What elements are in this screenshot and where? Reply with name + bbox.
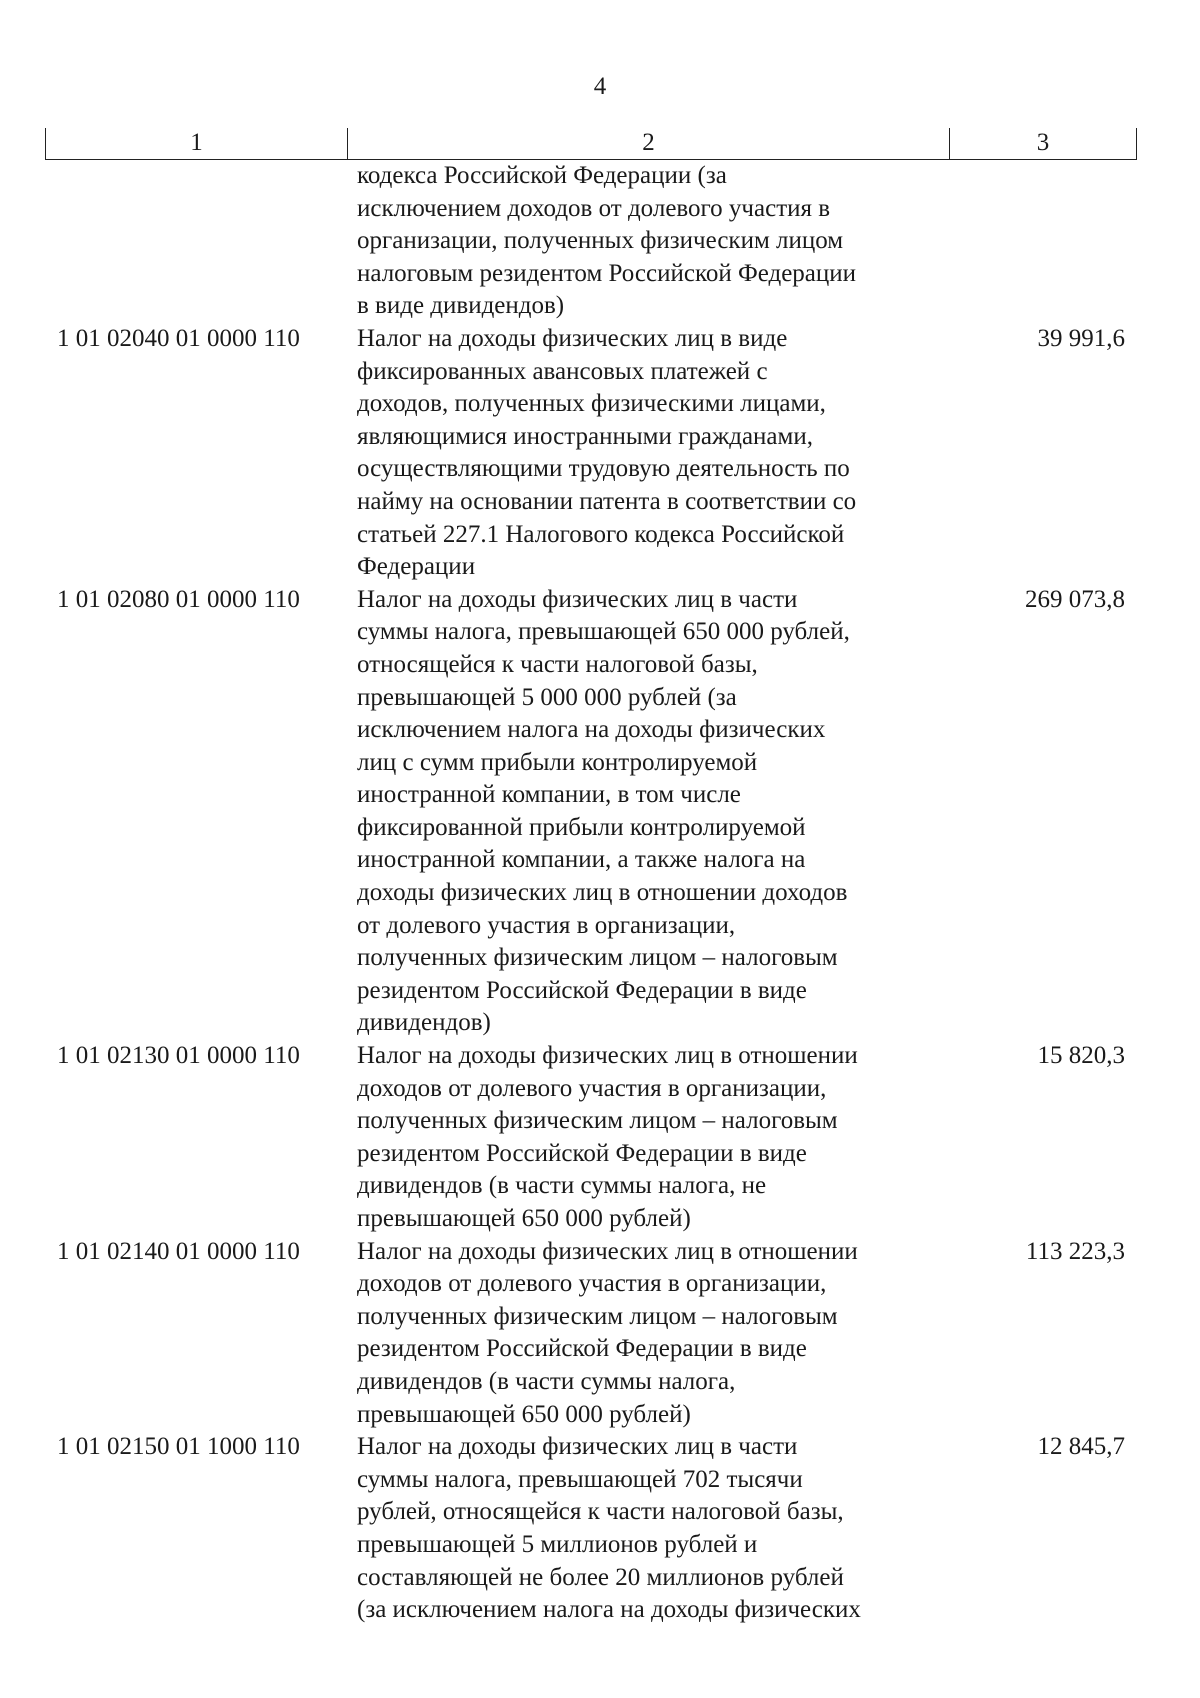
table-row — [45, 1040, 1137, 1236]
description-line: налоговым резидентом Российской Федерации — [357, 259, 857, 287]
description-line: в виде дивидендов) — [357, 292, 565, 320]
description-line: суммы налога, превышающей 650 000 рублей, — [357, 618, 850, 646]
header-col-1: 1 — [46, 128, 348, 160]
description-line: превышающей 650 000 рублей) — [357, 1400, 691, 1428]
description-line: статьей 227.1 Налогового кодекса Российской — [357, 520, 845, 548]
income-description — [347, 1431, 949, 1627]
table-body — [45, 160, 1137, 1627]
amount — [949, 160, 1125, 323]
table-row — [45, 1236, 1137, 1432]
description-line: от долевого участия в организации, — [357, 911, 736, 939]
description-line: превышающей 5 миллионов рублей и — [357, 1530, 758, 1558]
table-row — [45, 323, 1137, 584]
income-description — [347, 323, 949, 584]
description-line: Налог на доходы физических лиц в части — [357, 1433, 798, 1461]
description-line: являющимися иностранными гражданами, — [357, 422, 813, 450]
budget-code: 1 01 02140 01 0000 110 — [57, 1237, 300, 1265]
income-description — [347, 584, 949, 1040]
description-line: превышающей 5 000 000 рублей (за — [357, 683, 737, 711]
description-line: Налог на доходы физических лиц в отношении — [357, 1237, 858, 1265]
description-line: полученных физическим лицом – налоговым — [357, 1107, 838, 1135]
description-line: (за исключением налога на доходы физических — [357, 1596, 861, 1624]
header-col-2: 2 — [348, 128, 950, 160]
income-description — [347, 160, 949, 323]
description-line: резидентом Российской Федерации в виде — [357, 1139, 807, 1167]
description-line: иностранной компании, в том числе — [357, 781, 741, 809]
description-line: лиц с сумм прибыли контролируемой — [357, 748, 758, 776]
description-line: исключением доходов от долевого участия в — [357, 194, 831, 222]
budget-code: 1 01 02130 01 0000 110 — [57, 1042, 300, 1070]
description-line: доходов от долевого участия в организации, — [357, 1270, 827, 1298]
description-line: фиксированной прибыли контролируемой — [357, 813, 806, 841]
description-line: организации, полученных физическим лицом — [357, 227, 844, 255]
description-line: Федерации — [357, 553, 476, 581]
table-row — [45, 160, 1137, 323]
description-line: фиксированных авансовых платежей с — [357, 357, 768, 385]
table-row — [45, 1431, 1137, 1627]
description-line: осуществляющими трудовую деятельность по — [357, 455, 850, 483]
amount: 113 223,3 — [1025, 1237, 1125, 1265]
description-line: полученных физическим лицом – налоговым — [357, 1302, 838, 1330]
description-line: рублей, относящейся к части налоговой базы, — [357, 1498, 844, 1526]
amount: 15 820,3 — [1037, 1042, 1125, 1070]
amount: 12 845,7 — [1037, 1433, 1125, 1461]
description-line: Налог на доходы физических лиц в виде — [357, 324, 788, 352]
description-line: Налог на доходы физических лиц в части — [357, 585, 798, 613]
table-header — [45, 128, 1137, 160]
description-line: Налог на доходы физических лиц в отношении — [357, 1042, 858, 1070]
budget-code: 1 01 02150 01 1000 110 — [57, 1433, 300, 1461]
header-col-3: 3 — [1036, 129, 1050, 156]
amount: 269 073,8 — [1025, 585, 1125, 613]
description-line: найму на основании патента в соответствии со — [357, 487, 857, 515]
budget-code: 1 01 02080 01 0000 110 — [57, 585, 300, 613]
budget-code: 1 01 02040 01 0000 110 — [57, 324, 300, 352]
description-line: суммы налога, превышающей 702 тысячи — [357, 1465, 803, 1493]
table-row — [45, 584, 1137, 1040]
description-line: доходы физических лиц в отношении доходов — [357, 879, 848, 907]
description-line: дивидендов (в части суммы налога, — [357, 1367, 736, 1395]
description-line: доходов, полученных физическими лицами, — [357, 390, 826, 418]
description-line: доходов от долевого участия в организации, — [357, 1074, 827, 1102]
description-line: относящейся к части налоговой базы, — [357, 650, 758, 678]
description-line: иностранной компании, а также налога на — [357, 846, 806, 874]
description-line: составляющей не более 20 миллионов рублей — [357, 1563, 844, 1591]
page-number: 4 — [593, 73, 607, 100]
description-line: полученных физическим лицом – налоговым — [357, 944, 838, 972]
description-line: дивидендов (в части суммы налога, не — [357, 1172, 767, 1200]
description-line: резидентом Российской Федерации в виде — [357, 1335, 807, 1363]
description-line: исключением налога на доходы физических — [357, 716, 826, 744]
description-line: дивидендов) — [357, 1009, 491, 1037]
income-description — [347, 1236, 949, 1432]
income-description — [347, 1040, 949, 1236]
description-line: кодекса Российской Федерации (за — [357, 162, 727, 189]
description-line: резидентом Российской Федерации в виде — [357, 976, 807, 1004]
budget-code — [45, 160, 347, 323]
amount: 39 991,6 — [1037, 324, 1125, 352]
description-line: превышающей 650 000 рублей) — [357, 1205, 691, 1232]
